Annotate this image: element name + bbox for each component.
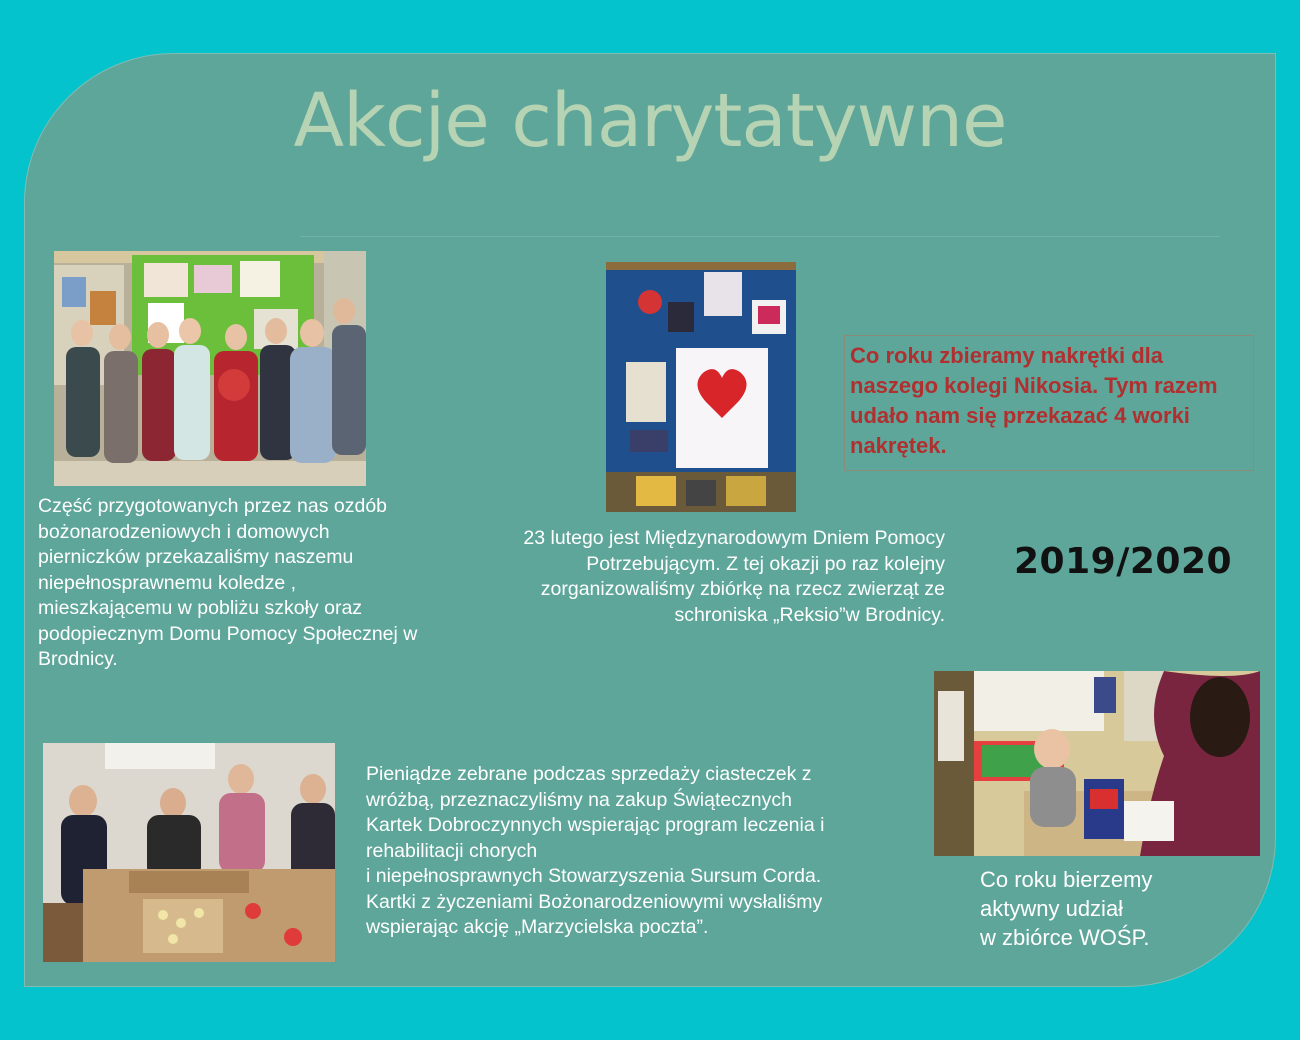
school-year: 2019/2020: [1014, 541, 1233, 582]
photo-students-group-image: [54, 251, 366, 486]
photo-bulletin-board: [606, 262, 796, 512]
photo-wosp-collection-image: [934, 671, 1260, 856]
title-divider: [300, 236, 1220, 237]
photo-baking-cookies-image: [43, 743, 335, 962]
photo-wosp-collection: [934, 671, 1260, 856]
cookies-description: Pieniądze zebrane podczas sprzedaży ciasteczek z wróżbą, przeznaczyliśmy na zakup Świątecznych Kartek Dobroczynnych wspierając program leczenia i rehabilitacji chorych i niepełnosprawnych Stowarzyszenia Sursum Corda. Kartki z życzeniami Bożonarodzeniowymi wysłaliśmy wspierając akcję „Marzycielska poczta”.: [366, 763, 825, 938]
wosp-description: Co roku bierzemy aktywny udział w zbiórce WOŚP.: [980, 867, 1153, 950]
photo-students-group: [54, 251, 366, 486]
page-title: Akcje charytatywne: [293, 78, 1007, 164]
photo-baking-cookies: [43, 743, 335, 962]
decorations-description: Część przygotowanych przez nas ozdób bożonarodzeniowych i domowych pierniczków przekazaliśmy naszemu niepełnosprawnemu koledze , mieszkającemu w pobliżu szkoły oraz podopiecznym Domu Pomocy Społecznej w Brodnicy.: [38, 495, 418, 670]
photo-bulletin-board-image: [606, 262, 796, 512]
animals-description: 23 lutego jest Międzynarodowym Dniem Pomocy Potrzebującym. Z tej okazji po raz kolejny zorganizowaliśmy zbiórkę na rzecz zwierząt ze schroniska „Reksio”w Brodnicy.: [523, 527, 945, 626]
caps-collection-description: Co roku zbieramy nakrętki dla naszego kolegi Nikosia. Tym razem udało nam się przekazać 4 worki nakrętek.: [850, 343, 1218, 458]
